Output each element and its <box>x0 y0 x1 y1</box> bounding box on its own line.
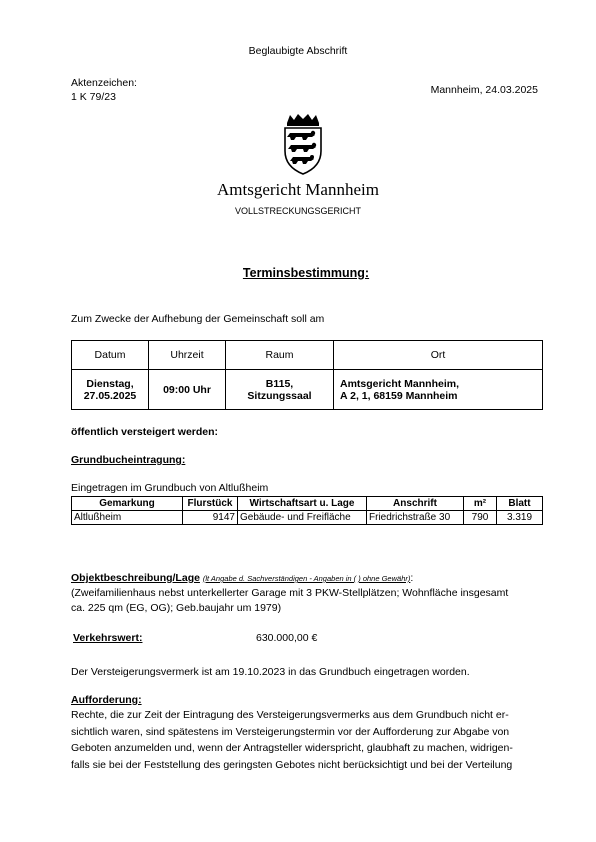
appointment-header-row <box>72 341 543 370</box>
document-heading: Terminsbestimmung: <box>242 266 370 280</box>
intro-text: Zum Zwecke der Aufhebung der Gemeinschaft soll am <box>71 313 325 325</box>
cell-flurstueck: 9147 <box>183 511 238 525</box>
appointment-table <box>71 340 543 410</box>
land-register-table <box>71 496 543 525</box>
date-line-1: Dienstag, <box>86 377 134 390</box>
object-line-1: (Zweifamilienhaus nebst unterkellerter Garage mit 3 PKW-Stellplätzen; Wohnfläche insgesamt <box>71 587 509 599</box>
value-amount: 630.000,00 € <box>256 632 318 644</box>
request-line: sichtlich waren, sind spätestens im Versteigerungstermin vor der Aufforderung zur Abgabe von <box>71 725 510 738</box>
appointment-room <box>226 370 334 410</box>
object-note: (lt Angabe d. Sachverständigen - Angaben in ( ) ohne Gewähr) <box>202 574 411 583</box>
header-time: Uhrzeit <box>149 341 226 370</box>
coat-of-arms-icon <box>281 113 325 178</box>
request-line: Rechte, die zur Zeit der Eintragung des Versteigerungsvermerks aus dem Grundbuch nicht er- <box>71 709 509 721</box>
value-label: Verkehrswert: <box>73 632 143 644</box>
object-line-2: ca. 225 qm (EG, OG); Geb.baujahr um 1979) <box>71 602 282 614</box>
file-number: 1 K 79/23 <box>71 91 116 103</box>
col-blatt: Blatt <box>497 497 543 511</box>
request-heading: Aufforderung: <box>71 694 142 706</box>
court-name: Amtsgericht Mannheim <box>217 180 379 199</box>
land-register-header-row <box>72 497 543 511</box>
place-date: Mannheim, 24.03.2025 <box>430 84 538 96</box>
cell-wirtschaftsart: Gebäude- und Freifläche <box>238 511 367 525</box>
col-wirtschaftsart: Wirtschaftsart u. Lage <box>238 497 367 511</box>
file-reference <box>71 76 137 104</box>
register-note: Der Versteigerungsvermerk ist am 19.10.2023 in das Grundbuch eingetragen worden. <box>71 666 470 678</box>
land-register-heading: Grundbucheintragung: <box>71 454 186 466</box>
table-row <box>72 511 543 525</box>
room-line-1: B115, <box>265 377 294 390</box>
request-line: Geboten anzumelden und, wenn der Antragsteller widerspricht, glaubhaft zu machen, widrigen- <box>71 742 513 754</box>
cell-area: 790 <box>464 511 497 525</box>
cell-blatt: 3.319 <box>497 511 543 525</box>
appointment-place <box>334 370 543 410</box>
cell-gemarkung: Altlußheim <box>72 511 183 525</box>
land-register-intro: Eingetragen im Grundbuch von Altlußheim <box>71 482 269 494</box>
copy-note: Beglaubigte Abschrift <box>248 45 348 57</box>
header-date: Datum <box>72 341 149 370</box>
col-gemarkung: Gemarkung <box>72 497 183 511</box>
col-flurstueck: Flurstück <box>183 497 238 511</box>
cell-anschrift: Friedrichstraße 30 <box>367 511 464 525</box>
file-label: Aktenzeichen: <box>71 77 137 89</box>
date-line-2: 27.05.2025 <box>83 389 137 402</box>
appointment-time: 09:00 Uhr <box>149 370 226 410</box>
request-paragraph <box>71 707 531 773</box>
object-colon: : <box>410 572 414 584</box>
place-line-2: A 2, 1, 68159 Mannheim <box>340 389 458 402</box>
object-heading: Objektbeschreibung/Lage <box>71 572 200 584</box>
object-heading-line <box>71 572 413 584</box>
room-line-2: Sitzungssaal <box>247 389 312 402</box>
appointment-date <box>72 370 149 410</box>
place-line-1: Amtsgericht Mannheim, <box>340 377 460 390</box>
auction-note: öffentlich versteigert werden: <box>71 426 219 438</box>
court-division: VOLLSTRECKUNGSGERICHT <box>234 206 362 216</box>
col-area: m² <box>464 497 497 511</box>
col-anschrift: Anschrift <box>367 497 464 511</box>
request-line: falls sie bei der Feststellung des geringsten Gebotes nicht berücksichtigt und bei der Verteilung <box>71 758 513 771</box>
appointment-row <box>72 370 543 410</box>
header-place: Ort <box>334 341 543 370</box>
header-room: Raum <box>226 341 334 370</box>
